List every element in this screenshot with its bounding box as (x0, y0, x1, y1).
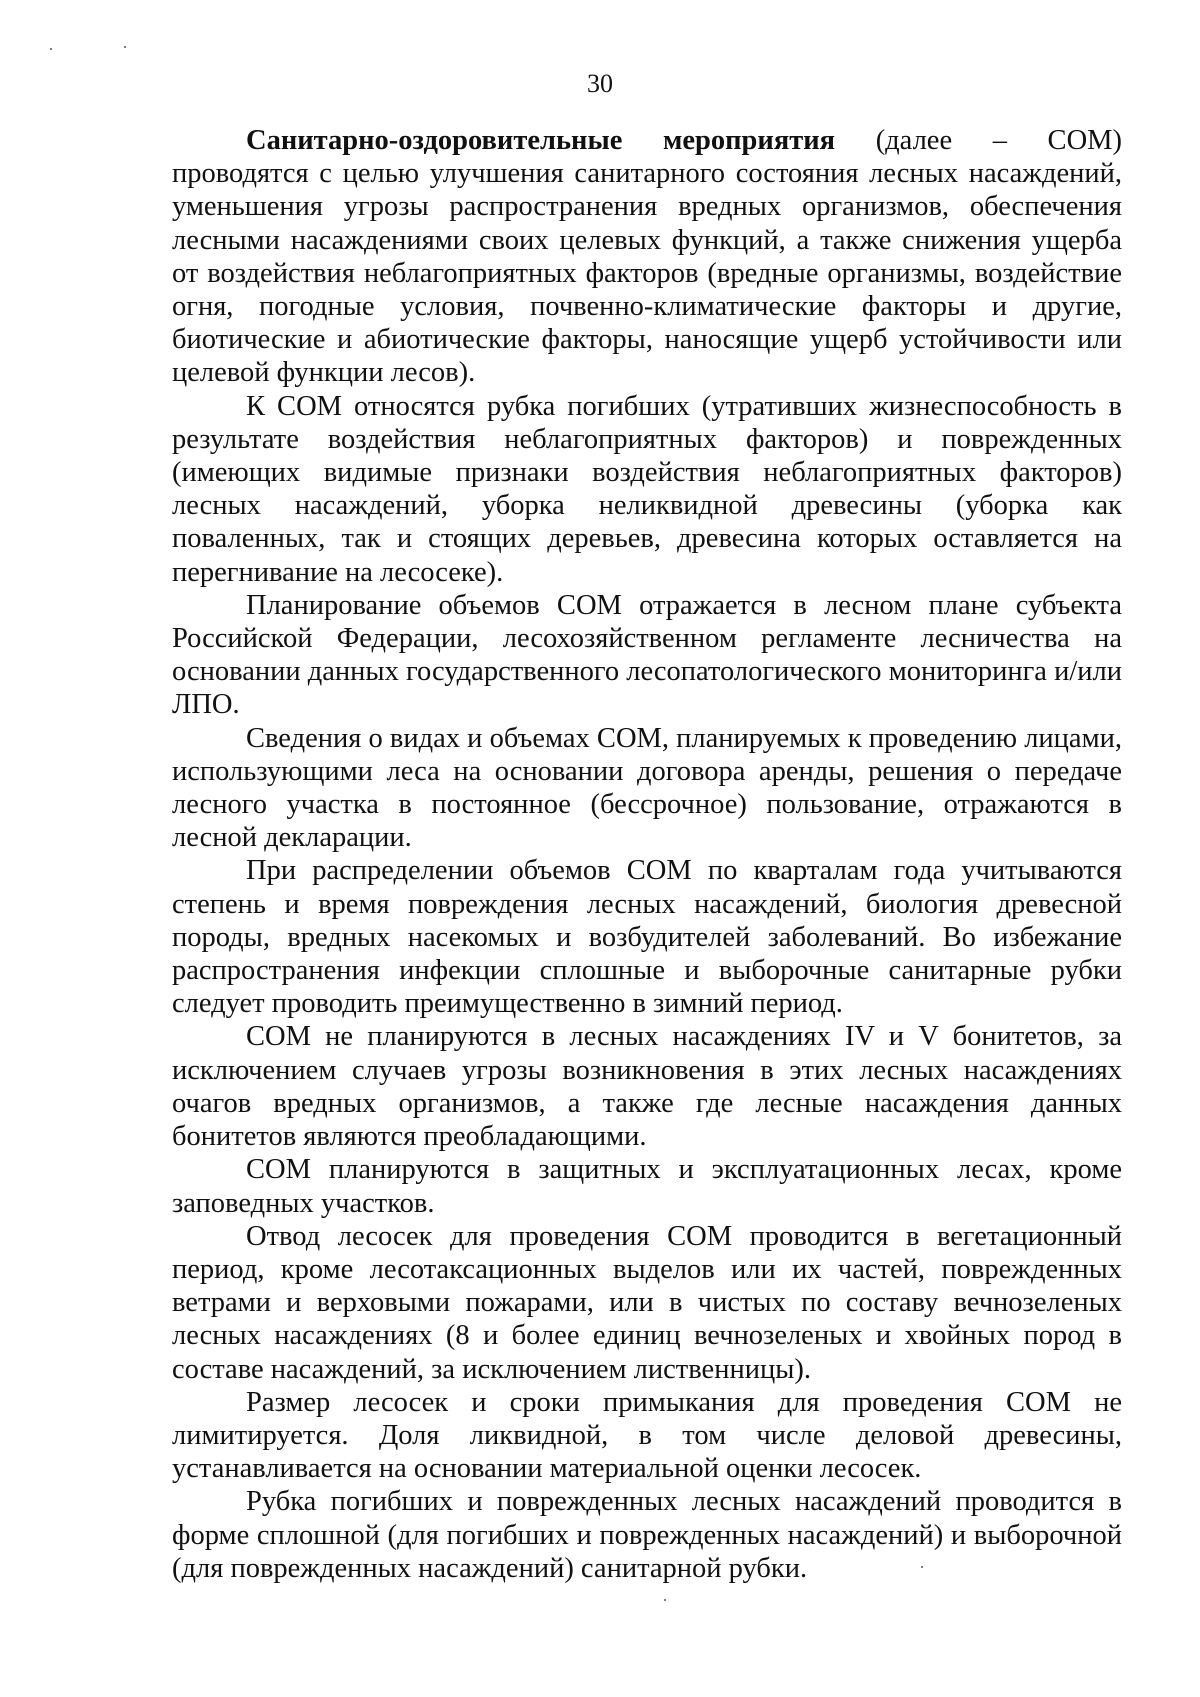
paragraph-6: СОМ не планируются в лесных насаждениях IV и V бонитетов, за исключением случаев угрозы возникновения в этих лесных насаждениях очагов вредных организмов, а также где лесные насаждения данных бонитетов являются преобладающими. (172, 1021, 1122, 1153)
paragraph-1-text: проводятся с целью улучшения санитарного состояния лесных насаждений, уменьшения угрозы распространения вредных организмов, обеспечения лесными насаждениями своих целевых функций, а также снижения ущерба от воздействия неблагоприятных факторов (вредные организмы, воздействие огня, погодные условия, почвенно-климатические факторы и другие, биотические и абиотические факторы, наносящие ущерб устойчивости или целевой функции лесов). (172, 158, 1122, 389)
paragraph-2: К СОМ относятся рубка погибших (утративших жизнеспособность в результате воздействия неблагоприятных факторов) и поврежденных (имеющих видимые признаки воздействия неблагоприятных факторов) лесных насаждений, уборка неликвидной древесины (уборка как поваленных, так и стоящих деревьев, древесина которых оставляется на перегнивание на лесосеке). (172, 390, 1122, 588)
paragraph-7: СОМ планируются в защитных и эксплуатационных лесах, кроме заповедных участков. (172, 1154, 1122, 1219)
scan-speck (921, 1566, 923, 1568)
lead-term: Санитарно-оздоровительные мероприятия (246, 125, 836, 156)
paragraph-10: Рубка погибших и поврежденных лесных насаждений проводится в форме сплошной (для погибших и поврежденных насаждений) и выборочной (для поврежденных насаждений) санитарной рубки. (172, 1486, 1122, 1584)
paragraph-8: Отвод лесосек для проведения СОМ проводится в вегетационный период, кроме лесотаксационных выделов или их частей, поврежденных ветрами и верховыми пожарами, или в чистых по составу вечнозеленых лесных насаждениях (8 и более единиц вечнозеленых и хвойных пород в составе насаждений, за исключением лиственницы). (172, 1220, 1122, 1385)
paragraph-3: Планирование объемов СОМ отражается в лесном плане субъекта Российской Федерации, лесохозяйственном регламенте лесничества на основании данных государственного лесопатологического мониторинга и/или ЛПО. (172, 589, 1122, 721)
paragraph-9: Размер лесосек и сроки примыкания для проведения СОМ не лимитируется. Доля ликвидной, в том числе деловой древесины, устанавливается на основании материальной оценки лесосек. (172, 1386, 1122, 1485)
lead-term-continuation: (далее – СОМ) (835, 125, 1122, 156)
paragraph-4: Сведения о видах и объемах СОМ, планируемых к проведению лицами, использующими леса на основании договора аренды, решения о передаче лесного участка в постоянное (бессрочное) пользование, отражаются в лесной декларации. (172, 722, 1122, 854)
scan-speck (124, 46, 126, 48)
page-number: 30 (587, 69, 613, 98)
scan-speck (50, 48, 52, 50)
paragraph-1 (172, 124, 1122, 390)
document-body (172, 124, 1122, 1585)
scan-speck (664, 1599, 666, 1601)
paragraph-5: При распределении объемов СОМ по кварталам года учитываются степень и время повреждения лесных насаждений, биология древесной породы, вредных насекомых и возбудителей заболеваний. Во избежание распространения инфекции сплошные и выборочные санитарные рубки следует проводить преимущественно в зимний период. (172, 855, 1122, 1020)
